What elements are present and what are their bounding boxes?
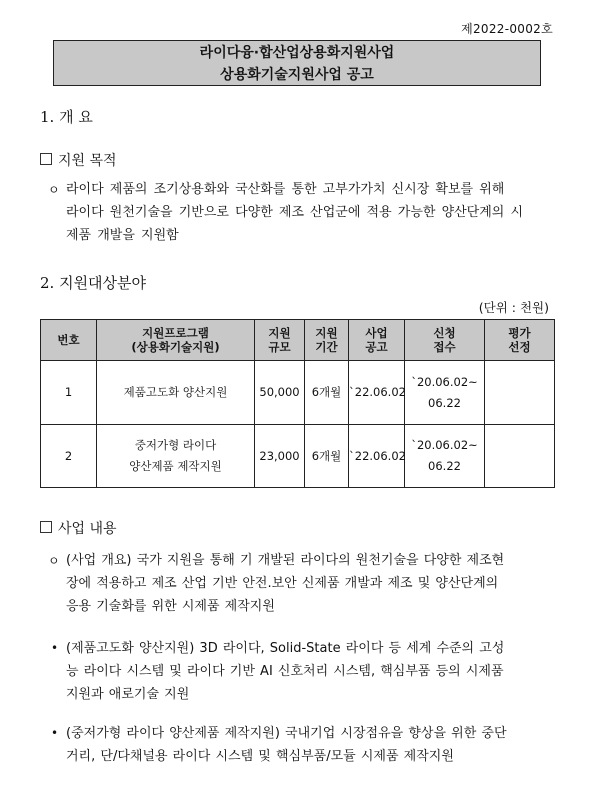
purpose-subheading	[40, 150, 117, 170]
cell-notice: `22.06.02	[349, 425, 405, 488]
cell-no: 1	[41, 361, 97, 425]
section-2-heading: 2. 지원대상분야	[40, 274, 147, 292]
cell-eval	[485, 425, 555, 488]
table-row	[41, 361, 555, 425]
content-subheading	[40, 518, 117, 538]
cell-period: 6개월	[305, 361, 349, 425]
table-header-row	[41, 320, 555, 361]
checkbox-square-icon	[40, 153, 52, 165]
purpose-line: 라이다 제품의 조기상용화와 국산화를 통한 고부가가치 신시장 확보를 위해	[66, 182, 505, 197]
circle-bullet-icon: ㅇ	[48, 554, 60, 568]
cell-apply: `20.06.02~ 06.22	[405, 425, 485, 488]
support-table	[40, 319, 555, 488]
dot-bullet-icon: •	[51, 641, 59, 655]
header-no: 번호	[41, 320, 97, 361]
title-box	[53, 40, 541, 86]
header-notice: 사업 공고	[349, 320, 405, 361]
cell-scale: 23,000	[255, 425, 305, 488]
cell-program: 제품고도화 양산지원	[97, 361, 255, 425]
cell-eval	[485, 361, 555, 425]
content-label: 사업 내용	[58, 521, 117, 537]
dot-bullet-icon: •	[51, 726, 59, 740]
cell-scale: 50,000	[255, 361, 305, 425]
document-number: 제2022-0002호	[461, 22, 553, 36]
low-cost-lidar-paragraph: (중저가형 라이다 양산제품 제작지원) 국내기업 시장점유을 향상을 위한 중단 거리, 단/다채널용 라이다 시스템 및 핵심부품/모듈 시제품 제작지원	[66, 726, 507, 764]
circle-bullet-icon: ㅇ	[48, 183, 60, 197]
cell-period: 6개월	[305, 425, 349, 488]
checkbox-square-icon	[40, 521, 52, 533]
header-period: 지원 기간	[305, 320, 349, 361]
header-eval: 평가 선정	[485, 320, 555, 361]
purpose-label: 지원 목적	[58, 153, 117, 169]
header-scale: 지원 규모	[255, 320, 305, 361]
purpose-paragraph	[66, 178, 566, 247]
purpose-line: 라이다 원천기술을 기반으로 다양한 제조 산업군에 적용 가능한 양산단계의 시	[66, 205, 524, 220]
cell-notice: `22.06.02	[349, 361, 405, 425]
title-line-1: 라이다융·합산업상용화지원사업	[199, 45, 395, 61]
cell-apply: `20.06.02~ 06.22	[405, 361, 485, 425]
business-overview-paragraph: (사업 개요) 국가 지원을 통해 기 개발된 라이다의 원천기술을 다양한 제조현 장에 적용하고 제조 산업 기반 안전.보안 신제품 개발과 제조 및 양산단계의 응용 기술화를 위한 시제품 제작지원	[66, 553, 505, 614]
header-apply: 신청 접수	[405, 320, 485, 361]
cell-no: 2	[41, 425, 97, 488]
section-1-heading: 1. 개 요	[40, 108, 93, 126]
unit-label: (단위 : 천원)	[478, 300, 549, 315]
table-row	[41, 425, 555, 488]
header-program: 지원프로그램 (상용화기술지원)	[97, 320, 255, 361]
product-upgrade-paragraph: (제품고도화 양산지원) 3D 라이다, Solid-State 라이다 등 세계 수준의 고성 능 라이다 시스템 및 라이다 기반 AI 신호처리 시스템, 핵심부품 등의 시제품 지원과 애로기술 지원	[66, 641, 505, 702]
cell-program: 중저가형 라이다 양산제품 제작지원	[97, 425, 255, 488]
purpose-line: 제품 개발을 지원함	[66, 228, 179, 243]
title-line-2: 상용화기술지원사업 공고	[220, 67, 374, 83]
